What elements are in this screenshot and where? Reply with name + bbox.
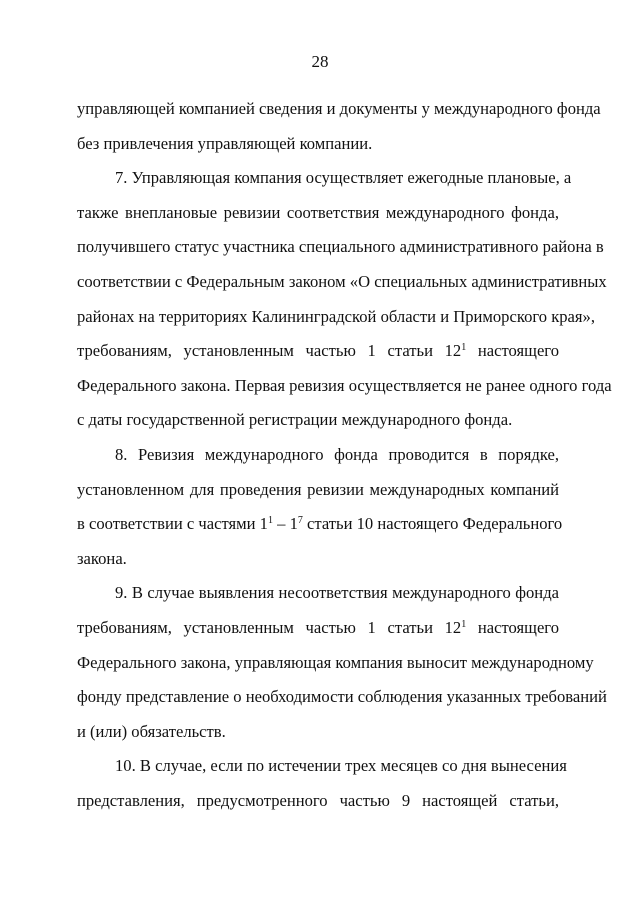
text-line: 10. В случае, если по истечении трех месяцев со дня вынесения <box>115 756 567 776</box>
document-body <box>77 92 612 818</box>
paragraph-10 <box>77 749 567 818</box>
text-line: закона. <box>77 548 127 568</box>
text-line-with-superscript <box>77 334 559 369</box>
text-fragment: требованиям, установленным частью 1 статьи 12 <box>77 617 462 637</box>
superscript: 1 <box>461 618 467 630</box>
text-fragment: в соответствии с частями 1 <box>77 514 268 534</box>
paragraph-7 <box>77 161 612 438</box>
paragraph-8 <box>77 438 563 576</box>
text-line: с даты государственной регистрации международного фонда. <box>77 410 513 430</box>
text-line: установленном для проведения ревизии международных компаний <box>77 479 559 499</box>
text-line-with-superscript <box>77 611 559 646</box>
text-fragment: статьи 10 настоящего Федерального <box>302 514 563 534</box>
text-line: фонду представление о необходимости соблюдения указанных требований <box>77 687 607 707</box>
superscript: 1 <box>461 342 467 354</box>
text-fragment: – 1 <box>272 514 298 534</box>
page-number: 28 <box>311 52 329 71</box>
text-line: 7. Управляющая компания осуществляет ежегодные плановые, а <box>115 168 572 188</box>
text-line: и (или) обязательств. <box>77 721 226 741</box>
text-line: районах на территориях Калининградской области и Приморского края», <box>77 306 596 326</box>
superscript: 1 <box>267 515 273 527</box>
paragraph-continuation <box>77 92 601 161</box>
text-line: получившего статус участника специального административного района в <box>77 237 604 257</box>
paragraph-9 <box>77 576 607 749</box>
text-line: Федерального закона. Первая ревизия осуществляется не ранее одного года <box>77 375 612 395</box>
text-fragment: настоящего <box>466 617 559 637</box>
text-line: соответствии с Федеральным законом «О специальных административных <box>77 271 607 291</box>
text-line: Федерального закона, управляющая компания выносит международному <box>77 652 594 672</box>
text-fragment: требованиям, установленным частью 1 статьи 12 <box>77 341 462 361</box>
text-fragment: настоящего <box>466 341 559 361</box>
text-line: 9. В случае выявления несоответствия международного фонда <box>115 583 559 603</box>
superscript: 7 <box>297 515 303 527</box>
text-line: управляющей компанией сведения и документы у международного фонда <box>77 99 601 118</box>
text-line-with-superscript <box>77 507 563 542</box>
text-line: также внеплановые ревизии соответствия международного фонда, <box>77 202 559 222</box>
text-line: без привлечения управляющей компании. <box>77 133 373 153</box>
text-line: представления, предусмотренного частью 9 настоящей статьи, <box>77 790 559 810</box>
text-line: 8. Ревизия международного фонда проводится в порядке, <box>115 444 559 464</box>
